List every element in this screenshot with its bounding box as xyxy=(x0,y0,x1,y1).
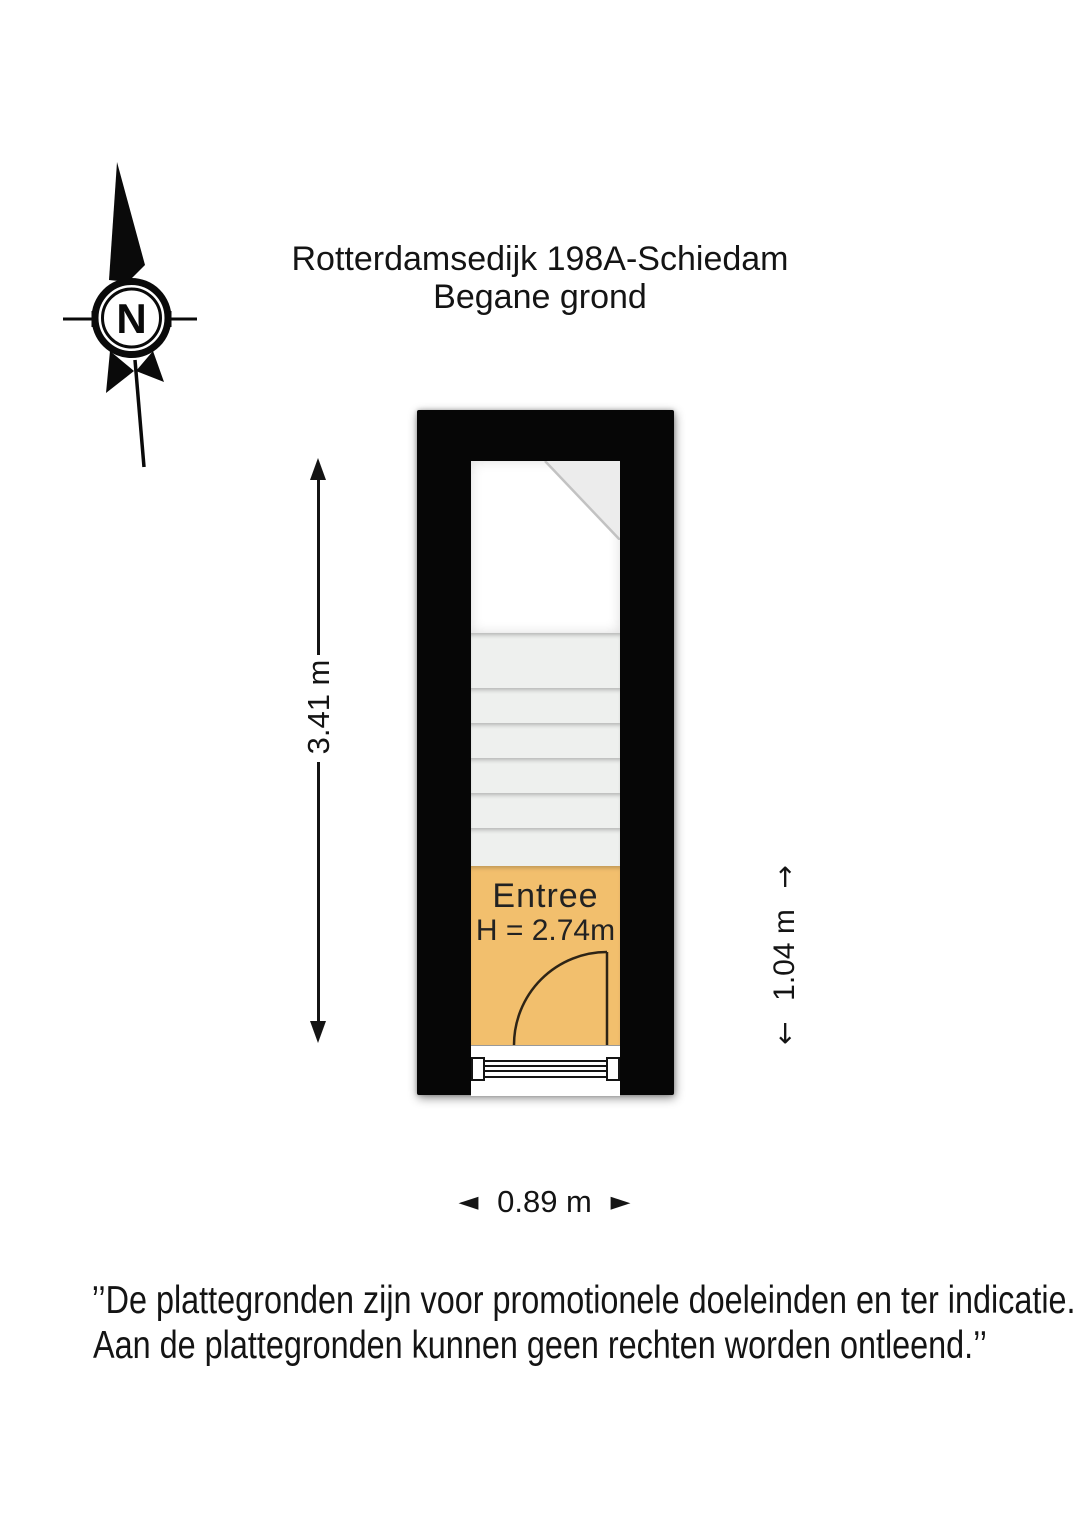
disclaimer xyxy=(0,1278,1080,1368)
dimension-entree-depth-label: 1.04 m xyxy=(768,909,801,1001)
dimension-overall-width-label: 0.89 m xyxy=(497,1184,592,1219)
dimension-line-segment xyxy=(317,762,320,1022)
dimension-arrow-down-glyph: ← xyxy=(768,1021,801,1045)
stair-headroom-triangle xyxy=(471,461,620,540)
floorplan-outline xyxy=(417,410,674,1095)
dimension-arrow-up-glyph: → xyxy=(768,865,801,889)
dimension-arrow-left-glyph: ◄ xyxy=(458,1187,479,1217)
title-floor: Begane grond xyxy=(433,278,647,316)
dimension-overall-depth-label: 3.41 m xyxy=(301,659,336,755)
stair-tread xyxy=(471,688,620,723)
stair-tread xyxy=(471,723,620,758)
door-jamb-left xyxy=(471,1057,485,1081)
door-symbol-line xyxy=(473,1070,618,1072)
front-door-symbol xyxy=(471,1060,620,1078)
door-symbol-line xyxy=(473,1065,618,1067)
page-title xyxy=(0,240,1080,316)
floorplan-interior xyxy=(471,461,620,1045)
door-jamb-right xyxy=(606,1057,620,1081)
dimension-arrowhead-down xyxy=(310,1021,326,1043)
compass-north-label: N xyxy=(116,295,147,342)
entrance-doorway xyxy=(471,1045,620,1096)
disclaimer-line-1: ’’De plattegronden zijn voor promotionele doeleinden en ter indicatie. xyxy=(91,1279,1076,1322)
disclaimer-line-2: Aan de plattegronden kunnen geen rechten worden ontleend.’’ xyxy=(93,1324,987,1367)
stair-tread xyxy=(471,793,620,828)
compass-tail-line xyxy=(135,360,144,467)
title-address: Rotterdamsedijk 198A-Schiedam xyxy=(291,240,789,278)
room-ceiling-height-label: H = 2.74m xyxy=(475,914,616,947)
dimension-arrow-right-glyph: ► xyxy=(610,1187,631,1217)
dimension-overall-width xyxy=(420,1185,669,1219)
room-name-label: Entree xyxy=(492,877,599,915)
room-entree xyxy=(471,866,620,1045)
stair-void-area xyxy=(471,461,620,633)
door-swing-icon xyxy=(471,866,620,1045)
stair-tread xyxy=(471,633,620,688)
dimension-line-segment xyxy=(317,477,320,655)
stair-tread xyxy=(471,758,620,793)
dimension-entree-depth xyxy=(770,865,800,1045)
stair-tread xyxy=(471,828,620,866)
